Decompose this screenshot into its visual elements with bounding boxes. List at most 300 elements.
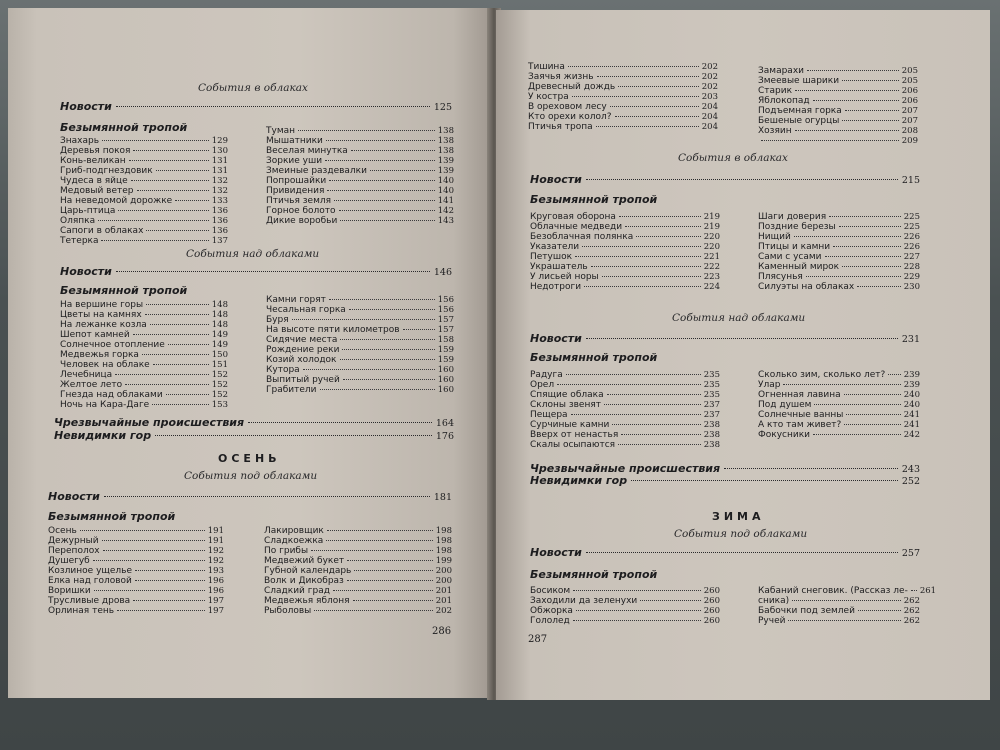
dot-leader [576, 610, 701, 611]
left-page [8, 8, 492, 698]
dot-leader [292, 319, 435, 320]
toc-entry-page: 133 [211, 196, 228, 207]
dot-leader [761, 140, 899, 141]
toc-entry [758, 262, 920, 272]
toc-entry-page: 239 [903, 380, 920, 391]
toc-entry-title: По грибы [264, 546, 309, 557]
toc-entry-page: 201 [435, 586, 452, 597]
toc-entry-page: 207 [901, 106, 918, 117]
toc-entry [48, 596, 224, 606]
path-heading: Безымянной тропой [530, 351, 658, 364]
toc-entry-page: 202 [701, 72, 718, 83]
toc-entry [758, 420, 920, 430]
toc-entry-title: Улар [758, 380, 781, 391]
dot-leader [640, 600, 701, 601]
toc-entry [758, 430, 920, 440]
toc-entry-page: 206 [901, 86, 918, 97]
toc-entry-page: 157 [437, 325, 454, 336]
toc-entry [758, 126, 918, 136]
toc-entry-page: 138 [437, 146, 454, 157]
toc-entry-page: 150 [211, 350, 228, 361]
toc-entry-title: Мышатники [266, 136, 323, 147]
toc-entry [528, 122, 718, 132]
toc-entry-page: 148 [211, 300, 228, 310]
toc-entry-page: 143 [437, 216, 454, 227]
toc-entry-title: Босиком [530, 586, 571, 596]
toc-entry-page: 196 [207, 576, 224, 587]
toc-entry [758, 400, 920, 410]
toc-entry-title: Сами с усами [758, 252, 822, 263]
toc-entry-page: 142 [437, 206, 454, 217]
toc-entry [758, 116, 918, 126]
toc-entry-page: 204 [701, 102, 718, 113]
toc-entry-title: Кто орехи колол? [528, 112, 612, 123]
toc-entry [266, 365, 454, 375]
toc-entry [60, 380, 228, 390]
toc-entry [758, 106, 918, 116]
toc-entry-page: 237 [703, 400, 720, 411]
toc-entry-page: 203 [701, 92, 718, 103]
toc-entry [530, 606, 720, 616]
news-heading: Новости 146 [60, 265, 452, 278]
dot-leader [857, 286, 901, 287]
toc-entry [758, 76, 918, 86]
toc-entry [60, 226, 228, 236]
toc-entry-page: 241 [903, 420, 920, 431]
toc-entry-page: 141 [437, 196, 454, 207]
toc-entry [758, 242, 920, 252]
toc-entry-page: 148 [211, 320, 228, 331]
toc-entry-title: Шаги доверия [758, 212, 827, 222]
toc-entry-title: На вершине горы [60, 300, 144, 310]
news-heading: Новости 257 [530, 546, 920, 559]
dot-leader [329, 299, 435, 300]
toc-entry-title: Под душем [758, 400, 812, 411]
toc-entry [264, 556, 452, 566]
toc-entry [60, 146, 228, 156]
dot-leader [103, 550, 205, 551]
toc-entry-page: 205 [901, 76, 918, 87]
toc-entry [266, 136, 454, 146]
emergencies-heading: Чрезвычайные происшествия 243 [530, 462, 920, 475]
toc-entry-page: 192 [207, 556, 224, 567]
dot-leader [566, 374, 701, 375]
toc-entry-title: Каменный мирок [758, 262, 840, 273]
dot-leader [340, 359, 435, 360]
toc-entry-title: У лисьей норы [530, 272, 599, 283]
toc-entry [758, 136, 918, 146]
toc-entry [528, 62, 718, 72]
toc-entry-page: 230 [903, 282, 920, 293]
toc-entry-page: 160 [437, 365, 454, 376]
toc-entry-page: 235 [703, 370, 720, 380]
toc-entry-page: 148 [211, 310, 228, 321]
news-heading: Новости 181 [48, 490, 452, 503]
toc-entry-page: 224 [703, 282, 720, 293]
toc-entry [758, 86, 918, 96]
toc-entry-title: Волк и Дикобраз [264, 576, 344, 587]
toc-entry-page: 219 [703, 212, 720, 222]
toc-entry-title: Заходили да зеленухи [530, 596, 638, 607]
toc-entry [528, 82, 718, 92]
toc-entry [266, 166, 454, 176]
season-title: ОСЕНЬ [218, 452, 281, 465]
toc-entry [530, 262, 720, 272]
toc-entry-page: 198 [435, 546, 452, 557]
toc-entry [60, 370, 228, 380]
toc-entry-title: Привидения [266, 186, 325, 197]
dot-leader [612, 424, 700, 425]
toc-entry-title: Горное болото [266, 206, 336, 217]
toc-entry-page: 205 [901, 66, 918, 76]
dot-leader [842, 120, 898, 121]
toc-entry-title: Медвежий букет [264, 556, 345, 567]
toc-entry [48, 566, 224, 576]
dot-leader [329, 180, 435, 181]
toc-entry [48, 526, 224, 536]
dot-leader [133, 600, 205, 601]
toc-entry [530, 282, 720, 292]
toc-entry-page: 228 [903, 262, 920, 273]
toc-entry-title: Сладкий град [264, 586, 330, 597]
toc-entry-title: Буря [266, 315, 289, 326]
toc-entry-page: 197 [207, 596, 224, 607]
toc-entry-page: 204 [701, 112, 718, 123]
toc-entry-title: Зоркие уши [266, 156, 323, 167]
toc-entry-page: 207 [901, 116, 918, 127]
toc-entry [48, 606, 224, 616]
toc-entry-title: Указатели [530, 242, 580, 253]
toc-entry-title: Осень [48, 526, 77, 536]
toc-entry-page: 225 [903, 222, 920, 233]
dot-leader [326, 540, 432, 541]
toc-entry-page: 160 [437, 375, 454, 386]
toc-entry-title: Поздние березы [758, 222, 836, 233]
toc-entry-page: 238 [703, 440, 720, 451]
toc-entry-title: Шепот камней [60, 330, 130, 341]
toc-column [528, 62, 718, 132]
dot-leader [101, 240, 208, 241]
page-number: 286 [432, 626, 452, 637]
dot-leader [156, 170, 209, 171]
dot-leader [792, 600, 901, 601]
invisibles-heading: Невидимки гор 176 [54, 429, 454, 442]
toc-entry [758, 66, 918, 76]
toc-entry [530, 212, 720, 222]
toc-entry [264, 586, 452, 596]
toc-entry-title: Чудеса в яйце [60, 176, 128, 187]
page-number: 287 [528, 634, 548, 645]
dot-leader [813, 100, 899, 101]
toc-entry [266, 176, 454, 186]
toc-entry-page: 202 [701, 82, 718, 93]
dot-leader [557, 384, 701, 385]
toc-entry [264, 536, 452, 546]
toc-entry-page: 192 [207, 546, 224, 557]
toc-entry [60, 186, 228, 196]
toc-entry [758, 370, 920, 380]
dot-leader [813, 434, 901, 435]
toc-entry-page: 191 [207, 536, 224, 547]
toc-entry-page: 237 [703, 410, 720, 421]
toc-entry [48, 586, 224, 596]
toc-entry-title: Губной календарь [264, 566, 352, 577]
toc-entry [48, 546, 224, 556]
toc-entry-title: Царь-птица [60, 206, 116, 217]
toc-entry-title: Гриб-подгнездовик [60, 166, 153, 177]
toc-entry-title: Яблокопад [758, 96, 810, 107]
toc-entry [530, 222, 720, 232]
toc-entry-title: Душегуб [48, 556, 90, 567]
toc-entry [48, 556, 224, 566]
toc-entry-title: Желтое лето [60, 380, 123, 391]
dot-leader [135, 580, 205, 581]
toc-entry-page: 152 [211, 370, 228, 381]
toc-entry-page: 221 [703, 252, 720, 263]
path-heading: Безымянной тропой [530, 568, 658, 581]
toc-entry-page: 136 [211, 206, 228, 217]
toc-entry [266, 315, 454, 325]
toc-entry-page: 138 [437, 126, 454, 136]
toc-entry-title: Птицы и камни [758, 242, 831, 253]
section-title: События над облаками [186, 248, 320, 260]
toc-entry [60, 176, 228, 186]
news-heading: Новости 125 [60, 100, 452, 113]
toc-entry [266, 146, 454, 156]
dot-leader [573, 620, 701, 621]
toc-entry-title: Птичья земля [266, 196, 332, 207]
dot-leader [343, 379, 435, 380]
toc-entry-title: Дикие воробьи [266, 216, 338, 227]
toc-entry-title: Заячья жизнь [528, 72, 594, 83]
toc-entry [60, 236, 228, 246]
dot-leader [795, 90, 899, 91]
toc-column [60, 300, 228, 411]
toc-entry-title: Круговая оборона [530, 212, 616, 222]
toc-entry-page: 202 [701, 62, 718, 72]
path-heading: Безымянной тропой [60, 121, 188, 134]
dot-leader [152, 404, 209, 405]
toc-entry [758, 222, 920, 232]
toc-entry-title: Сурчиные камни [530, 420, 610, 431]
toc-entry [530, 596, 720, 606]
toc-entry-page: 206 [901, 96, 918, 107]
toc-entry-title: Кутора [266, 365, 300, 376]
toc-entry-page: 229 [903, 272, 920, 283]
news-heading: Новости 231 [530, 332, 920, 345]
toc-entry [758, 272, 920, 282]
toc-entry-title: Петушок [530, 252, 573, 263]
toc-entry [264, 606, 452, 616]
toc-entry [528, 72, 718, 82]
toc-entry-title: Радуга [530, 370, 563, 380]
toc-entry-page: 132 [211, 186, 228, 197]
toc-entry [266, 186, 454, 196]
toc-entry-title: Недотроги [530, 282, 582, 293]
toc-entry-title: Лечебница [60, 370, 113, 381]
toc-entry-title: Бешеные огурцы [758, 116, 840, 127]
toc-column [758, 212, 920, 292]
toc-entry [264, 596, 452, 606]
toc-entry [60, 166, 228, 176]
dot-leader [610, 106, 699, 107]
toc-entry-title: Сидячие места [266, 335, 338, 346]
toc-entry-page: 261 [919, 586, 937, 596]
toc-entry [530, 390, 720, 400]
toc-entry-title: Трусливые дрова [48, 596, 131, 607]
toc-entry [530, 252, 720, 262]
toc-entry [530, 272, 720, 282]
dot-leader [602, 276, 701, 277]
toc-entry-page: 136 [211, 226, 228, 237]
toc-entry-title: Дежурный [48, 536, 99, 547]
toc-column [266, 126, 454, 226]
dot-leader [584, 286, 701, 287]
toc-column [758, 370, 920, 440]
toc-entry [530, 380, 720, 390]
dot-leader [314, 610, 433, 611]
invisibles-heading: Невидимки гор 252 [530, 474, 920, 487]
dot-leader [844, 394, 901, 395]
dot-leader [94, 590, 205, 591]
toc-entry [266, 385, 454, 395]
toc-entry [60, 330, 228, 340]
dot-leader [618, 86, 699, 87]
dot-leader [636, 236, 701, 237]
dot-leader [102, 140, 209, 141]
toc-entry-title: Тишина [528, 62, 565, 72]
dot-leader [582, 246, 701, 247]
toc-entry-title: Сладкоежка [264, 536, 324, 547]
dot-leader [403, 329, 435, 330]
toc-entry [758, 616, 920, 626]
toc-entry [48, 536, 224, 546]
toc-entry-title: Орел [530, 380, 555, 391]
toc-column [758, 586, 937, 627]
toc-entry-title: Обжорка [530, 606, 573, 617]
toc-entry-title: Огненная лавина [758, 390, 841, 401]
dot-leader [839, 226, 901, 227]
toc-entry-page: 201 [435, 596, 452, 607]
dot-leader [842, 80, 899, 81]
toc-entry-page: 198 [435, 526, 452, 536]
toc-entry [530, 232, 720, 242]
section-title: События над облаками [672, 312, 806, 324]
toc-entry [528, 102, 718, 112]
dot-leader [571, 414, 701, 415]
toc-entry-title: Подъемная горка [758, 106, 842, 117]
toc-entry [60, 360, 228, 370]
toc-entry [264, 546, 452, 556]
toc-entry-title: Безоблачная полянка [530, 232, 634, 243]
toc-entry-page: 240 [903, 390, 920, 401]
toc-entry-page: 193 [207, 566, 224, 577]
toc-entry-page: 260 [703, 596, 720, 607]
toc-entry [60, 156, 228, 166]
toc-entry-title: Рыболовы [264, 606, 312, 617]
toc-entry [758, 410, 920, 420]
toc-entry [60, 136, 228, 146]
dot-leader [340, 339, 434, 340]
toc-entry-title: Козлиное ущелье [48, 566, 133, 577]
toc-entry-title: Бабочки под землей [758, 606, 855, 617]
dot-leader [93, 560, 205, 561]
toc-entry [758, 252, 920, 262]
toc-entry [60, 196, 228, 206]
dot-leader [146, 304, 209, 305]
dot-leader [807, 70, 899, 71]
dot-leader [325, 160, 435, 161]
toc-entry [758, 212, 920, 222]
toc-entry [264, 566, 452, 576]
toc-entry-page: 149 [211, 340, 228, 351]
toc-entry [530, 616, 720, 626]
toc-entry [530, 440, 720, 450]
dot-leader [303, 369, 435, 370]
toc-entry [758, 96, 918, 106]
toc-entry-page: 200 [435, 566, 452, 577]
toc-entry-page: 156 [437, 295, 454, 305]
toc-entry-page: 219 [703, 222, 720, 233]
toc-entry-page: 235 [703, 380, 720, 391]
toc-entry-page: 223 [703, 272, 720, 283]
toc-entry [266, 325, 454, 335]
dot-leader [911, 590, 917, 591]
dot-leader [298, 130, 435, 131]
toc-entry [266, 206, 454, 216]
toc-entry-title: Веселая минутка [266, 146, 348, 157]
toc-entry-title: Украшатель [530, 262, 588, 273]
toc-entry-page: 140 [437, 176, 454, 187]
toc-entry-page: 225 [903, 212, 920, 222]
dot-leader [788, 620, 900, 621]
toc-entry-title: У костра [528, 92, 569, 103]
dot-leader [607, 394, 701, 395]
toc-entry-title: Вверх от ненастья [530, 430, 619, 441]
toc-entry-title: Орлиная тень [48, 606, 115, 617]
toc-entry-page: 200 [435, 576, 452, 587]
dot-leader [327, 530, 433, 531]
dot-leader [142, 354, 209, 355]
toc-entry-page: 209 [901, 136, 918, 147]
toc-entry [758, 282, 920, 292]
toc-entry-title: Чесальная горка [266, 305, 346, 316]
toc-entry-page: 159 [437, 355, 454, 366]
toc-entry-page: 152 [211, 390, 228, 401]
dot-leader [845, 110, 899, 111]
toc-entry-page: 158 [437, 335, 454, 346]
toc-entry-title: Скалы осыпаются [530, 440, 616, 451]
toc-entry [60, 310, 228, 320]
dot-leader [118, 210, 208, 211]
toc-entry [266, 295, 454, 305]
toc-column [530, 370, 720, 450]
toc-entry-title: Деревья покоя [60, 146, 131, 157]
toc-entry [758, 596, 920, 606]
toc-column [758, 66, 918, 146]
toc-entry-page: 129 [211, 136, 228, 146]
dot-leader [621, 434, 701, 435]
toc-entry-title: Тетерка [60, 236, 99, 247]
dot-leader [102, 540, 205, 541]
toc-entry [530, 430, 720, 440]
dot-leader [596, 126, 699, 127]
dot-leader [347, 560, 433, 561]
toc-entry-page: 157 [437, 315, 454, 326]
toc-entry-title: сника) [758, 596, 790, 607]
toc-entry-page: 160 [437, 385, 454, 396]
toc-column [60, 136, 228, 247]
